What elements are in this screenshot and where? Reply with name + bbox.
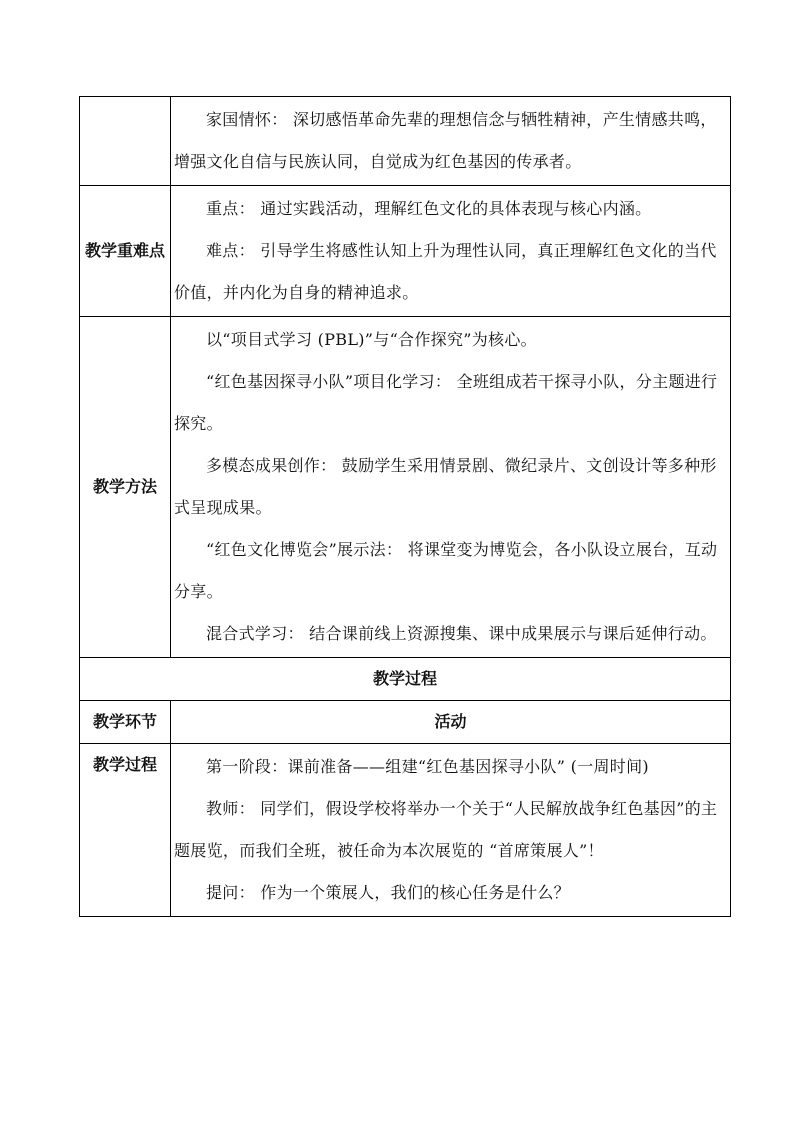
process-header-row xyxy=(80,658,731,701)
process-paragraph: 第一阶段：课前准备——组建“红色基因探寻小队” (一周时间) xyxy=(206,757,649,776)
process-content-cell xyxy=(171,744,731,917)
process-label: 教学过程 xyxy=(80,744,171,917)
process-paragraph: 提问： 作为一个策展人，我们的核心任务是什么？ xyxy=(206,883,570,902)
column-header-row xyxy=(80,701,731,744)
methods-content-cell xyxy=(171,317,731,658)
patriotism-content-cell xyxy=(171,97,731,186)
method-paragraph: “红色文化博览会”展示法： 将课堂变为博览会，各小队设立展台，互动分享。 xyxy=(174,540,718,601)
patriotism-label-cell xyxy=(80,97,171,186)
methods-label: 教学方法 xyxy=(80,317,171,658)
key-points-content-cell xyxy=(171,186,731,317)
patriotism-paragraph: 家国情怀： 深切感悟革命先辈的理想信念与牺牲精神，产生情感共鸣，增强文化自信与民族认同，自觉成为红色基因的传承者。 xyxy=(174,110,717,171)
key-points-label: 教学重难点 xyxy=(80,186,171,317)
method-paragraph: “红色基因探寻小队”项目化学习： 全班组成若干探寻小队，分主题进行探究。 xyxy=(174,372,718,433)
patriotism-row xyxy=(80,97,731,186)
activity-column-header: 活动 xyxy=(171,701,731,744)
section-column-header: 教学环节 xyxy=(80,701,171,744)
key-point-paragraph: 重点： 通过实践活动，理解红色文化的具体表现与核心内涵。 xyxy=(206,199,652,218)
key-points-row xyxy=(80,186,731,317)
difficulty-paragraph: 难点： 引导学生将感性认知上升为理性认同，真正理解红色文化的当代价值，并内化为自身的精神追求。 xyxy=(174,241,717,302)
method-paragraph: 混合式学习： 结合课前线上资源搜集、课中成果展示与课后延伸行动。 xyxy=(206,624,717,643)
process-row xyxy=(80,744,731,917)
process-section-header: 教学过程 xyxy=(80,658,731,701)
process-paragraph: 教师： 同学们，假设学校将举办一个关于“人民解放战争红色基因”的主题展览，而我们全班，被任命为本次展览的 “首席策展人”！ xyxy=(174,799,718,860)
methods-row xyxy=(80,317,731,658)
method-paragraph: 以“项目式学习 (PBL)”与“合作探究”为核心。 xyxy=(206,330,537,349)
method-paragraph: 多模态成果创作： 鼓励学生采用情景剧、微纪录片、文创设计等多种形式呈现成果。 xyxy=(174,456,717,517)
lesson-plan-table xyxy=(79,96,731,917)
